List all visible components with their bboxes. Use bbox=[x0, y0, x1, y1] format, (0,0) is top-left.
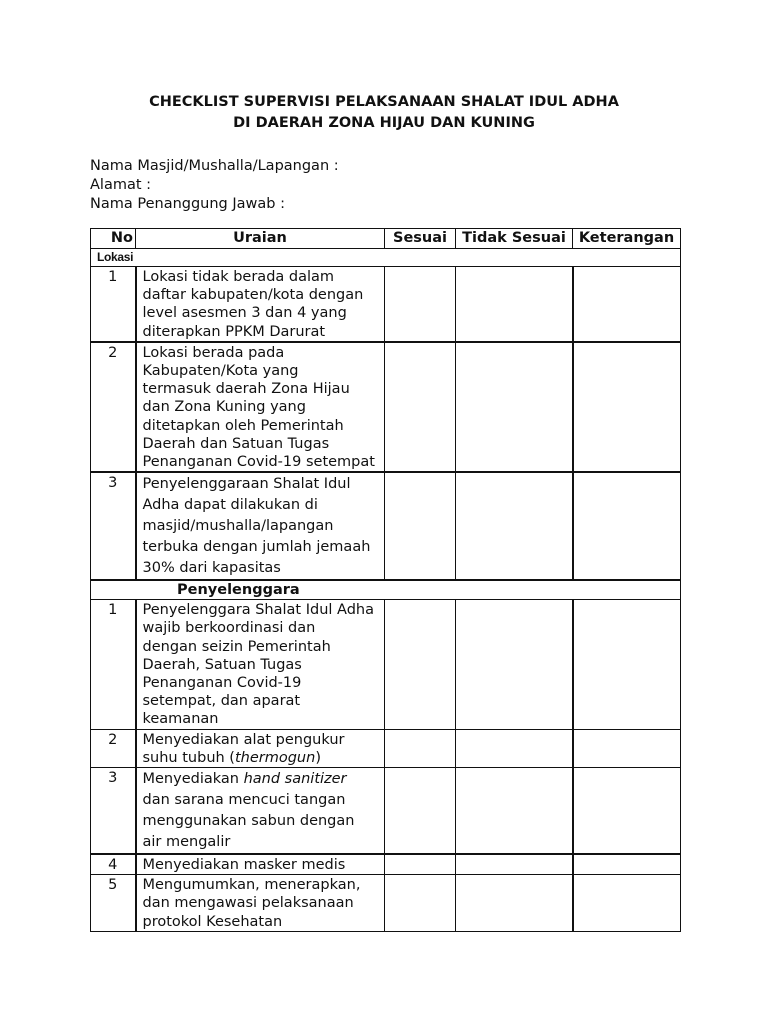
header-sesuai: Sesuai bbox=[385, 229, 456, 249]
cell-keterangan[interactable] bbox=[573, 768, 681, 855]
row-number: 3 bbox=[91, 472, 136, 580]
header-keterangan: Keterangan bbox=[573, 229, 681, 249]
row-description: Menyediakan alat pengukur suhu tubuh (thermogun) bbox=[136, 729, 385, 767]
cell-keterangan[interactable] bbox=[573, 342, 681, 472]
row-number: 1 bbox=[91, 267, 136, 342]
cell-sesuai[interactable] bbox=[385, 729, 456, 767]
row-description: Penyelenggaraan Shalat Idul Adha dapat dilakukan di masjid/mushalla/lapangan terbuka dengan jumlah jemaah 30% dari kapasitas bbox=[136, 472, 385, 580]
row-description: Mengumumkan, menerapkan, dan mengawasi pelaksanaan protokol Kesehatan bbox=[136, 875, 385, 932]
cell-tidak-sesuai[interactable] bbox=[456, 267, 573, 342]
cell-sesuai[interactable] bbox=[385, 600, 456, 729]
cell-keterangan[interactable] bbox=[573, 267, 681, 342]
row-description: Lokasi tidak berada dalam daftar kabupaten/kota dengan level asesmen 3 dan 4 yang diterapkan PPKM Darurat bbox=[136, 267, 385, 342]
header-tidak-sesuai: Tidak Sesuai bbox=[456, 229, 573, 249]
row-description: Penyelenggara Shalat Idul Adha wajib berkoordinasi dan dengan seizin Pemerintah Daerah, Satuan Tugas Penanganan Covid-19 setempat, dan aparat keamanan bbox=[136, 600, 385, 729]
section-row-lokasi bbox=[91, 249, 681, 267]
row-number: 3 bbox=[91, 768, 136, 855]
header-no: No bbox=[91, 229, 136, 249]
row-description: Menyediakan masker medis bbox=[136, 854, 385, 875]
cell-keterangan[interactable] bbox=[573, 854, 681, 875]
cell-keterangan[interactable] bbox=[573, 729, 681, 767]
cell-tidak-sesuai[interactable] bbox=[456, 875, 573, 932]
row-description: Menyediakan hand sanitizer dan sarana mencuci tangan menggunakan sabun dengan air mengalir bbox=[136, 768, 385, 855]
cell-tidak-sesuai[interactable] bbox=[456, 854, 573, 875]
cell-sesuai[interactable] bbox=[385, 768, 456, 855]
table-row bbox=[91, 600, 681, 729]
document-title-line-1: CHECKLIST SUPERVISI PELAKSANAAN SHALAT IDUL ADHA bbox=[149, 94, 619, 110]
cell-keterangan[interactable] bbox=[573, 875, 681, 932]
row-description: Lokasi berada pada Kabupaten/Kota yang termasuk daerah Zona Hijau dan Zona Kuning yang ditetapkan oleh Pemerintah Daerah dan Satuan Tugas Penanganan Covid-19 setempat bbox=[136, 342, 385, 472]
cell-tidak-sesuai[interactable] bbox=[456, 472, 573, 580]
cell-tidak-sesuai[interactable] bbox=[456, 600, 573, 729]
row-number: 1 bbox=[91, 600, 136, 729]
field-alamat: Alamat : bbox=[90, 177, 152, 193]
cell-tidak-sesuai[interactable] bbox=[456, 342, 573, 472]
table-row bbox=[91, 875, 681, 932]
row-number: 2 bbox=[91, 729, 136, 767]
row-number: 5 bbox=[91, 875, 136, 932]
table-row bbox=[91, 267, 681, 342]
cell-sesuai[interactable] bbox=[385, 472, 456, 580]
table-row bbox=[91, 472, 681, 580]
table-header-row bbox=[91, 229, 681, 249]
cell-keterangan[interactable] bbox=[573, 600, 681, 729]
checklist-table bbox=[90, 228, 681, 932]
table-row bbox=[91, 729, 681, 767]
cell-sesuai[interactable] bbox=[385, 267, 456, 342]
field-nama-masjid: Nama Masjid/Mushalla/Lapangan : bbox=[90, 158, 339, 174]
header-uraian: Uraian bbox=[136, 229, 385, 249]
table-row bbox=[91, 342, 681, 472]
document-title-line-2: DI DAERAH ZONA HIJAU DAN KUNING bbox=[233, 115, 535, 131]
field-penanggung-jawab: Nama Penanggung Jawab : bbox=[90, 196, 285, 212]
row-number: 4 bbox=[91, 854, 136, 875]
cell-tidak-sesuai[interactable] bbox=[456, 768, 573, 855]
section-row-penyelenggara bbox=[91, 580, 681, 600]
cell-sesuai[interactable] bbox=[385, 342, 456, 472]
cell-sesuai[interactable] bbox=[385, 854, 456, 875]
cell-keterangan[interactable] bbox=[573, 472, 681, 580]
table-row bbox=[91, 854, 681, 875]
row-number: 2 bbox=[91, 342, 136, 472]
table-row bbox=[91, 768, 681, 855]
section-label-penyelenggara: Penyelenggara bbox=[91, 580, 681, 600]
section-label-lokasi: Lokasi bbox=[91, 249, 681, 267]
cell-sesuai[interactable] bbox=[385, 875, 456, 932]
cell-tidak-sesuai[interactable] bbox=[456, 729, 573, 767]
